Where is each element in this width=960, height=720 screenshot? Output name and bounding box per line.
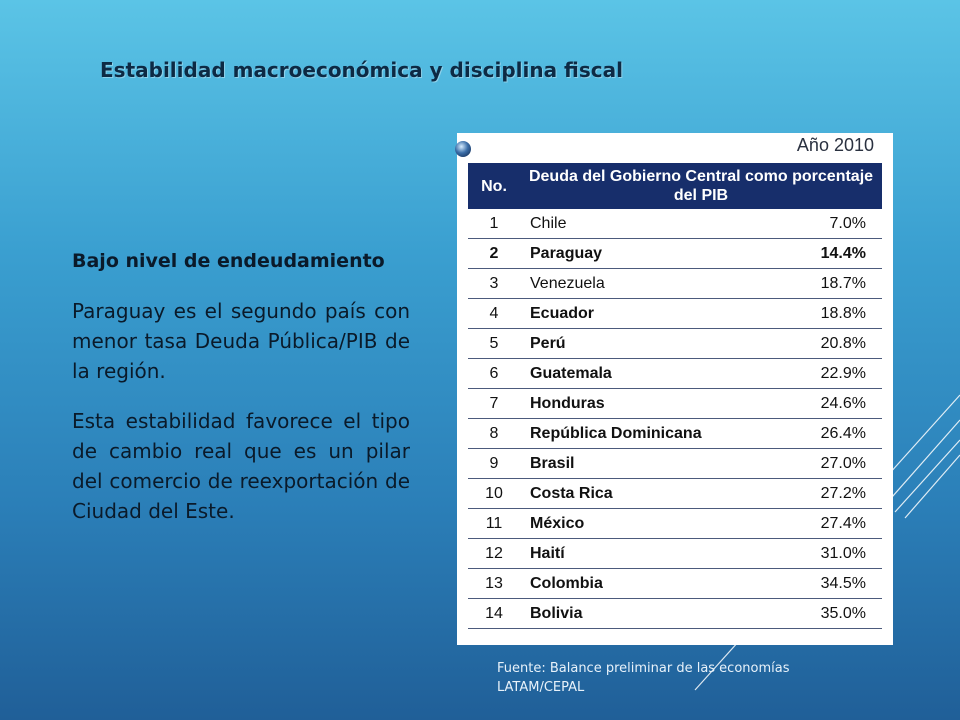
row-country: Ecuador xyxy=(520,299,786,329)
left-text-block xyxy=(72,247,410,526)
row-value: 34.5% xyxy=(786,569,882,599)
row-value: 18.8% xyxy=(786,299,882,329)
row-no: 5 xyxy=(468,329,520,359)
table-row xyxy=(468,419,882,449)
row-country: Perú xyxy=(520,329,786,359)
row-no: 10 xyxy=(468,479,520,509)
row-country: Colombia xyxy=(520,569,786,599)
row-no: 6 xyxy=(468,359,520,389)
row-no: 9 xyxy=(468,449,520,479)
row-country: Venezuela xyxy=(520,269,786,299)
table-row xyxy=(468,329,882,359)
globe-bullet-icon xyxy=(455,141,471,157)
debt-table-panel xyxy=(457,133,893,645)
source-note xyxy=(497,659,790,697)
table-row xyxy=(468,389,882,419)
row-value: 22.9% xyxy=(786,359,882,389)
row-no: 3 xyxy=(468,269,520,299)
row-value: 35.0% xyxy=(786,599,882,629)
row-no: 8 xyxy=(468,419,520,449)
row-country: México xyxy=(520,509,786,539)
row-country: Costa Rica xyxy=(520,479,786,509)
row-value: 27.2% xyxy=(786,479,882,509)
row-value: 31.0% xyxy=(786,539,882,569)
source-line-2: LATAM/CEPAL xyxy=(497,680,585,695)
table-header-row xyxy=(468,163,882,209)
year-label: Año 2010 xyxy=(796,135,874,155)
table-row xyxy=(468,299,882,329)
paragraph-1: Paraguay es el segundo país con menor tasa Deuda Pública/PIB de la región. xyxy=(72,299,410,383)
header-no: No. xyxy=(468,163,520,209)
row-no: 4 xyxy=(468,299,520,329)
table-row xyxy=(468,509,882,539)
header-debt: Deuda del Gobierno Central como porcentaje del PIB xyxy=(520,163,882,209)
table-row xyxy=(468,269,882,299)
table-row-highlight xyxy=(468,239,882,269)
row-country: Chile xyxy=(520,209,786,239)
table-row xyxy=(468,539,882,569)
row-no: 2 xyxy=(468,239,520,269)
table-row xyxy=(468,479,882,509)
table-row xyxy=(468,359,882,389)
slide-title: Estabilidad macroeconómica y disciplina fiscal xyxy=(100,58,623,82)
row-country: Honduras xyxy=(520,389,786,419)
table-row xyxy=(468,599,882,629)
row-value: 24.6% xyxy=(786,389,882,419)
row-no: 11 xyxy=(468,509,520,539)
row-country: Paraguay xyxy=(520,239,786,269)
source-line-1: Fuente: Balance preliminar de las economías xyxy=(497,661,790,676)
debt-table xyxy=(468,163,882,629)
row-value: 20.8% xyxy=(786,329,882,359)
row-no: 12 xyxy=(468,539,520,569)
row-no: 7 xyxy=(468,389,520,419)
row-value: 27.0% xyxy=(786,449,882,479)
table-row xyxy=(468,209,882,239)
row-no: 13 xyxy=(468,569,520,599)
table-row xyxy=(468,569,882,599)
row-country: Brasil xyxy=(520,449,786,479)
row-country: Haití xyxy=(520,539,786,569)
row-value: 18.7% xyxy=(786,269,882,299)
row-country: República Dominicana xyxy=(520,419,786,449)
row-country: Bolivia xyxy=(520,599,786,629)
row-country: Guatemala xyxy=(520,359,786,389)
table-row xyxy=(468,449,882,479)
section-heading: Bajo nivel de endeudamiento xyxy=(72,250,385,272)
row-value: 7.0% xyxy=(786,209,882,239)
row-value: 14.4% xyxy=(786,239,882,269)
paragraph-2: Esta estabilidad favorece el tipo de cambio real que es un pilar del comercio de reexportación de Ciudad del Este. xyxy=(72,409,410,523)
row-no: 14 xyxy=(468,599,520,629)
row-no: 1 xyxy=(468,209,520,239)
row-value: 27.4% xyxy=(786,509,882,539)
row-value: 26.4% xyxy=(786,419,882,449)
